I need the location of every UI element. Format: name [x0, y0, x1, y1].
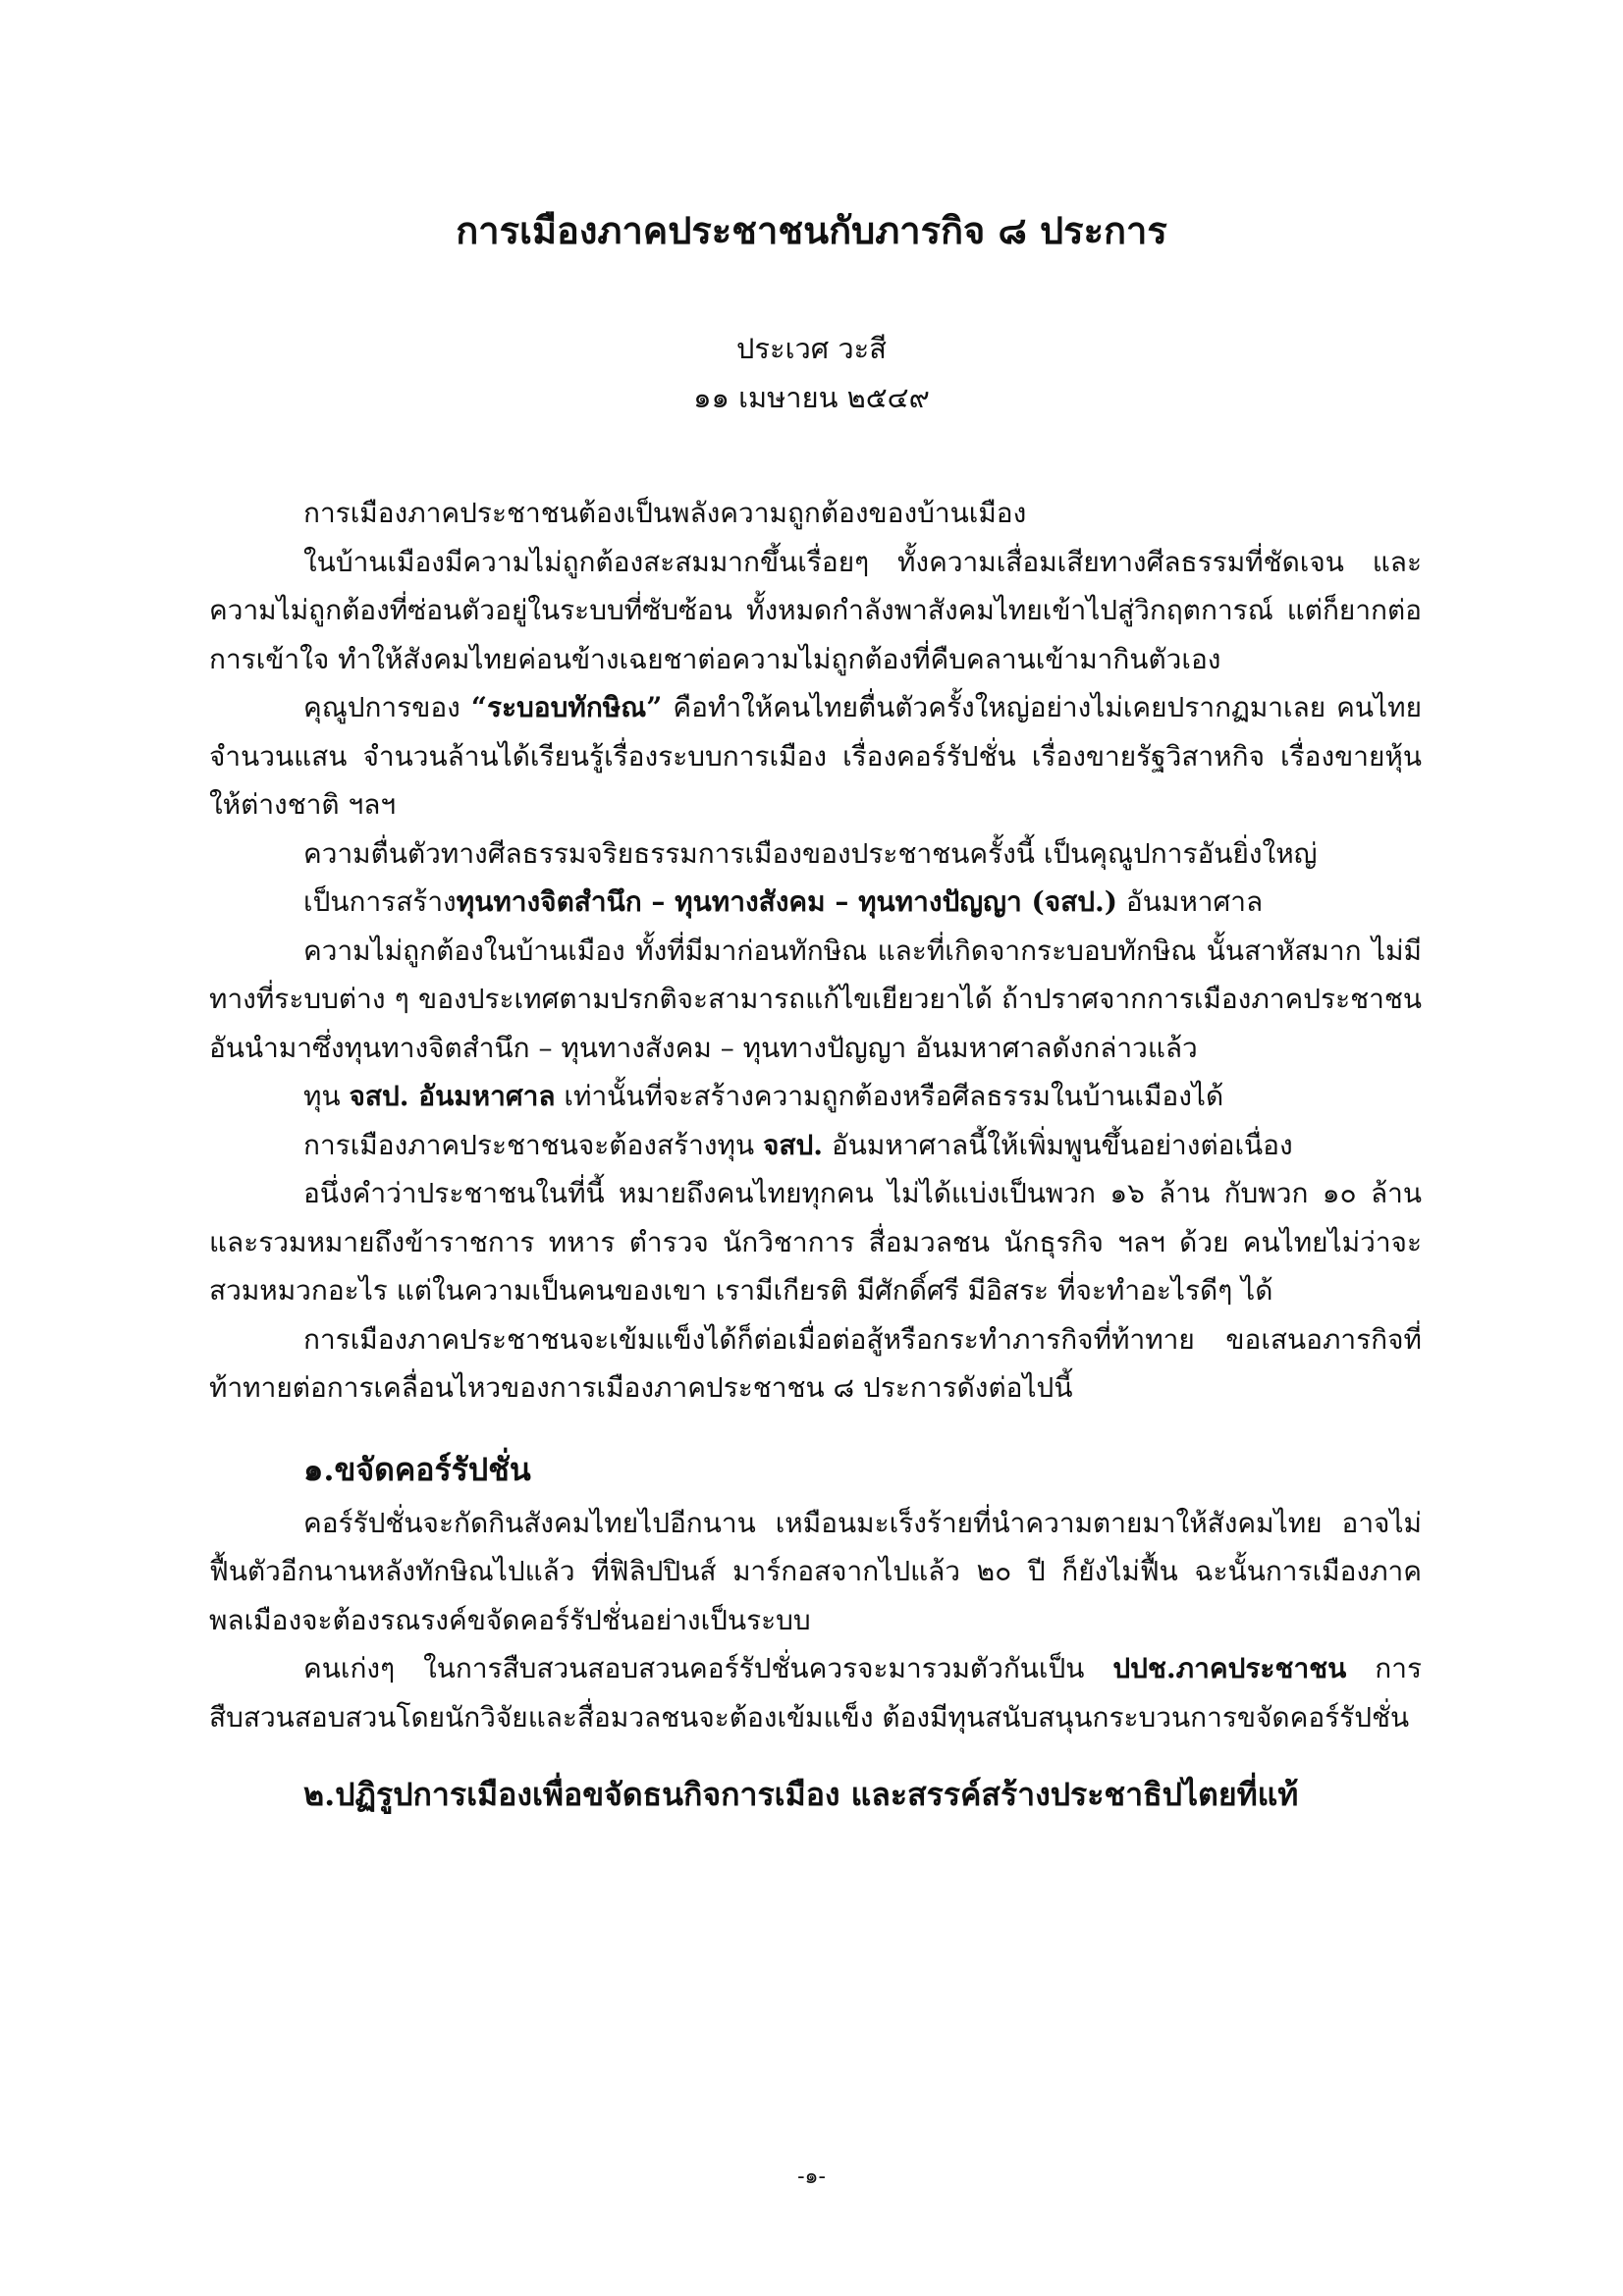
paragraph-7: [209, 1072, 1422, 1121]
document-body: [209, 489, 1422, 1824]
paragraph-7-bold: จสป. อันมหาศาล: [349, 1080, 556, 1112]
paragraph-12-bold: ปปช.ภาคประชาชน: [1112, 1652, 1347, 1684]
paragraph-3-prefix: คุณูปการของ: [303, 691, 471, 723]
paragraph-12-suffix: การสืบสวนสอบสวนโดยนักวิจัยและสื่อมวลชนจะต้องเข้มแข็ง ต้องมีทุนสนับสนุนกระบวนการขจัดคอร์รัปชั่น: [209, 1652, 1422, 1734]
paragraph-3: [209, 683, 1422, 829]
paragraph-1: การเมืองภาคประชาชนต้องเป็นพลังความถูกต้องของบ้านเมือง: [303, 497, 1027, 529]
paragraph-3-bold: “ระบอบทักษิณ”: [470, 691, 663, 723]
paragraph-11: คอร์รัปชั่นจะกัดกินสังคมไทยไปอีกนาน เหมือนมะเร็งร้ายที่นำความตายมาให้สังคมไทย อาจไม่ฟื้นตัวอีกนานหลังทักษิณไปแล้ว ที่ฟิลิปปินส์ มาร์กอสจากไปแล้ว ๒๐ ปี ก็ยังไม่ฟื้น ฉะนั้นการเมืองภาคพลเมืองจะต้องรณรงค์ขจัดคอร์รัปชั่นอย่างเป็นระบบ: [209, 1506, 1422, 1636]
paragraph-10: การเมืองภาคประชาชนจะเข้มแข็งได้ก็ต่อเมื่อต่อสู้หรือกระทำภารกิจที่ท้าทาย ขอเสนอภารกิจที่ท้าทายต่อการเคลื่อนไหวของการเมืองภาคประชาชน ๘ ประการดังต่อไปนี้: [209, 1322, 1422, 1404]
paragraph-12-prefix: คนเก่งๆ ในการสืบสวนสอบสวนคอร์รัปชั่นควรจะมารวมตัวกันเป็น: [303, 1652, 1113, 1684]
section-heading-1: ๑.ขจัดคอร์รัปชั่น: [303, 1450, 531, 1488]
paragraph-5-suffix: อันมหาศาล: [1117, 885, 1264, 918]
paragraph-12: [209, 1644, 1422, 1741]
paragraph-5-prefix: เป็นการสร้าง: [303, 885, 457, 918]
paragraph-5-bold: ทุนทางจิตสำนึก – ทุนทางสังคม – ทุนทางปัญญา (จสป.): [456, 885, 1117, 918]
paragraph-8-suffix: อันมหาศาลนี้ให้เพิ่มพูนขึ้นอย่างต่อเนื่อง: [823, 1128, 1293, 1161]
paragraph-8-prefix: การเมืองภาคประชาชนจะต้องสร้างทุน: [303, 1128, 764, 1161]
paragraph-3-suffix: คือทำให้คนไทยตื่นตัวครั้งใหญ่อย่างไม่เคยปรากฏมาเลย คนไทยจำนวนแสน จำนวนล้านได้เรียนรู้เรื่องระบบการเมือง เรื่องคอร์รัปชั่น เรื่องขายรัฐวิสาหกิจ เรื่องขายหุ้นให้ต่างชาติ ฯลฯ: [209, 691, 1422, 821]
author-name: ประเวศ วะสี: [736, 332, 887, 365]
paragraph-8: [209, 1121, 1422, 1170]
page-number: -๑-: [797, 2164, 826, 2189]
paragraph-5: [209, 878, 1422, 927]
document-title: การเมืองภาคประชาชนกับภารกิจ ๘ ประการ: [456, 208, 1167, 252]
paragraph-6: ความไม่ถูกต้องในบ้านเมือง ทั้งที่มีมาก่อนทักษิณ และที่เกิดจากระบอบทักษิณ นั้นสาหัสมาก ไม่มีทางที่ระบบต่าง ๆ ของประเทศตามปรกติจะสามารถแก้ไขเยียวยาได้ ถ้าปราศจากการเมืองภาคประชาชน อันนำมาซึ่งทุนทางจิตสำนึก – ทุนทางสังคม – ทุนทางปัญญา อันมหาศาลดังกล่าวแล้ว: [209, 934, 1422, 1064]
paragraph-8-bold: จสป.: [763, 1128, 824, 1161]
section-heading-2: ๒.ปฏิรูปการเมืองเพื่อขจัดธนกิจการเมือง และสรรค์สร้างประชาธิปไตยที่แท้: [303, 1776, 1299, 1813]
paragraph-7-prefix: ทุน: [303, 1080, 350, 1112]
paragraph-7-suffix: เท่านั้นที่จะสร้างความถูกต้องหรือศีลธรรมในบ้านเมืองได้: [555, 1080, 1224, 1112]
paragraph-2: ในบ้านเมืองมีความไม่ถูกต้องสะสมมากขึ้นเรื่อยๆ ทั้งความเสื่อมเสียทางศีลธรรมที่ชัดเจน และความไม่ถูกต้องที่ซ่อนตัวอยู่ในระบบที่ซับซ้อน ทั้งหมดกำลังพาสังคมไทยเข้าไปสู่วิกฤตการณ์ แต่ก็ยากต่อการเข้าใจ ทำให้สังคมไทยค่อนข้างเฉยชาต่อความไม่ถูกต้องที่คืบคลานเข้ามากินตัวเอง: [209, 545, 1422, 675]
document-date: ๑๑ เมษายน ๒๕๔๙: [693, 381, 930, 414]
paragraph-4: ความตื่นตัวทางศีลธรรมจริยธรรมการเมืองของประชาชนครั้งนี้ เป็นคุณูปการอันยิ่งใหญ่: [303, 836, 1318, 870]
paragraph-9: อนึ่งคำว่าประชาชนในที่นี้ หมายถึงคนไทยทุกคน ไม่ได้แบ่งเป็นพวก ๑๖ ล้าน กับพวก ๑๐ ล้าน และรวมหมายถึงข้าราชการ ทหาร ตำรวจ นักวิชาการ สื่อมวลชน นักธุรกิจ ฯลฯ ด้วย คนไทยไม่ว่าจะสวมหมวกอะไร แต่ในความเป็นคนของเขา เรามีเกียรติ มีศักดิ์ศรี มีอิสระ ที่จะทำอะไรดีๆ ได้: [209, 1177, 1422, 1307]
